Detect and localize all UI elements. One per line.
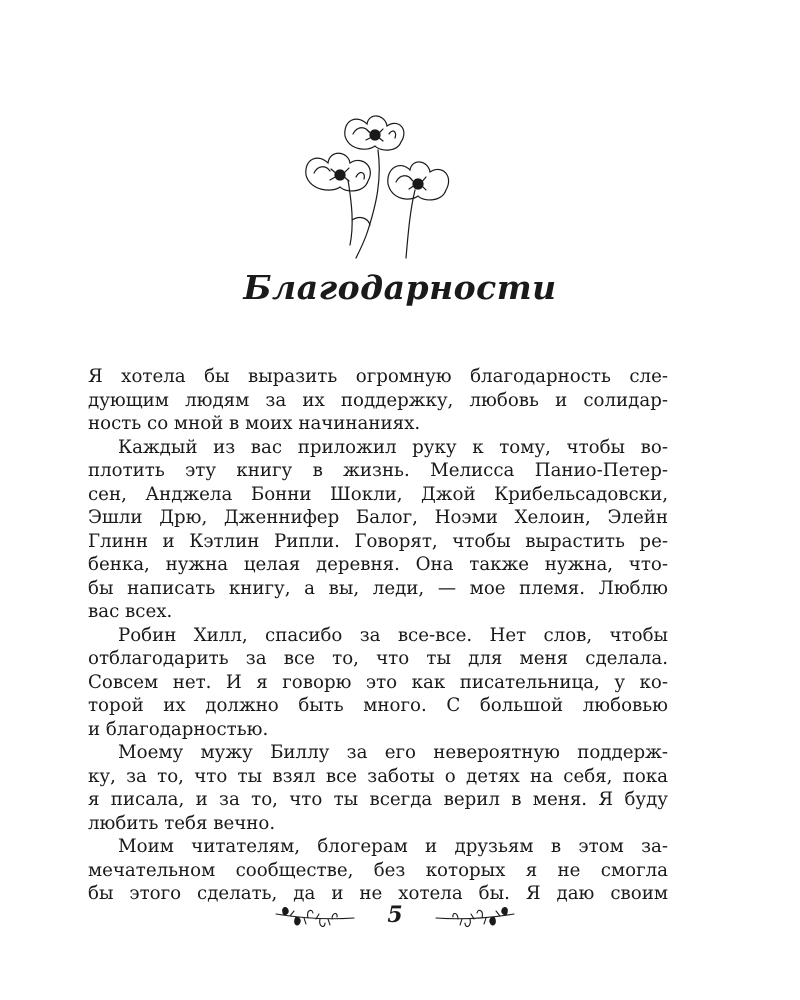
text-line: ку, за то, что ты взял все заботы о детях на себя, пока — [88, 765, 668, 787]
text-line: мечательном сообществе, без которых я не смогла — [88, 859, 668, 881]
text-line: вас всех. — [88, 601, 173, 622]
text-line: любить тебя вечно. — [88, 812, 276, 834]
poppies-icon — [290, 110, 490, 260]
leaf-ornament-right-icon — [430, 900, 520, 936]
text-line: Каждый из вас приложил руку к тому, чтобы во- — [118, 436, 668, 458]
page-footer — [270, 900, 520, 940]
text-line: дующим людям за их поддержку, любовь и солидар- — [88, 389, 668, 411]
text-line: я писала, и за то, что ты всегда верил в меня. Я буду — [88, 789, 668, 810]
text-line: и благодарностью. — [88, 718, 269, 740]
text-line: бенка, нужна целая деревня. Она также нужна, что- — [88, 554, 668, 575]
text-line: Моему мужу Биллу за его невероятную поддерж- — [118, 742, 668, 763]
text-line: Я хотела бы выразить огромную благодарность сле- — [88, 366, 668, 387]
text-line: сен, Анджела Бонни Шокли, Джой Крибельсадовски, — [88, 483, 668, 505]
text-line: Эшли Дрю, Дженнифер Балог, Ноэми Хелоин, Элейн — [88, 507, 668, 528]
text-line: ность со мной в моих начинаниях. — [88, 413, 421, 434]
text-line: торой их должно быть много. С большой любовью — [88, 695, 668, 716]
text-line: бы написать книгу, а вы, леди, — мое племя. Люблю — [88, 577, 668, 599]
text-line: плотить эту книгу в жизнь. Мелисса Панио-Петер- — [88, 460, 668, 481]
body-text — [88, 365, 668, 906]
text-line: Совсем нет. И я говорю это как писательница, у ко- — [88, 671, 668, 693]
text-line: бы этого сделать, да и не хотела бы. Я даю своим — [88, 883, 668, 904]
text-line: Моим читателям, блогерам и друзьям в этом за- — [118, 836, 668, 857]
page-title: Благодарности — [243, 268, 557, 307]
text-line: Робин Хилл, спасибо за все-все. Нет слов, чтобы — [118, 624, 668, 646]
page-number: 5 — [387, 902, 403, 928]
text-line: Глинн и Кэтлин Рипли. Говорят, чтобы вырастить ре- — [88, 530, 668, 552]
text-line: отблагодарить за все то, что ты для меня сделала. — [88, 648, 668, 669]
